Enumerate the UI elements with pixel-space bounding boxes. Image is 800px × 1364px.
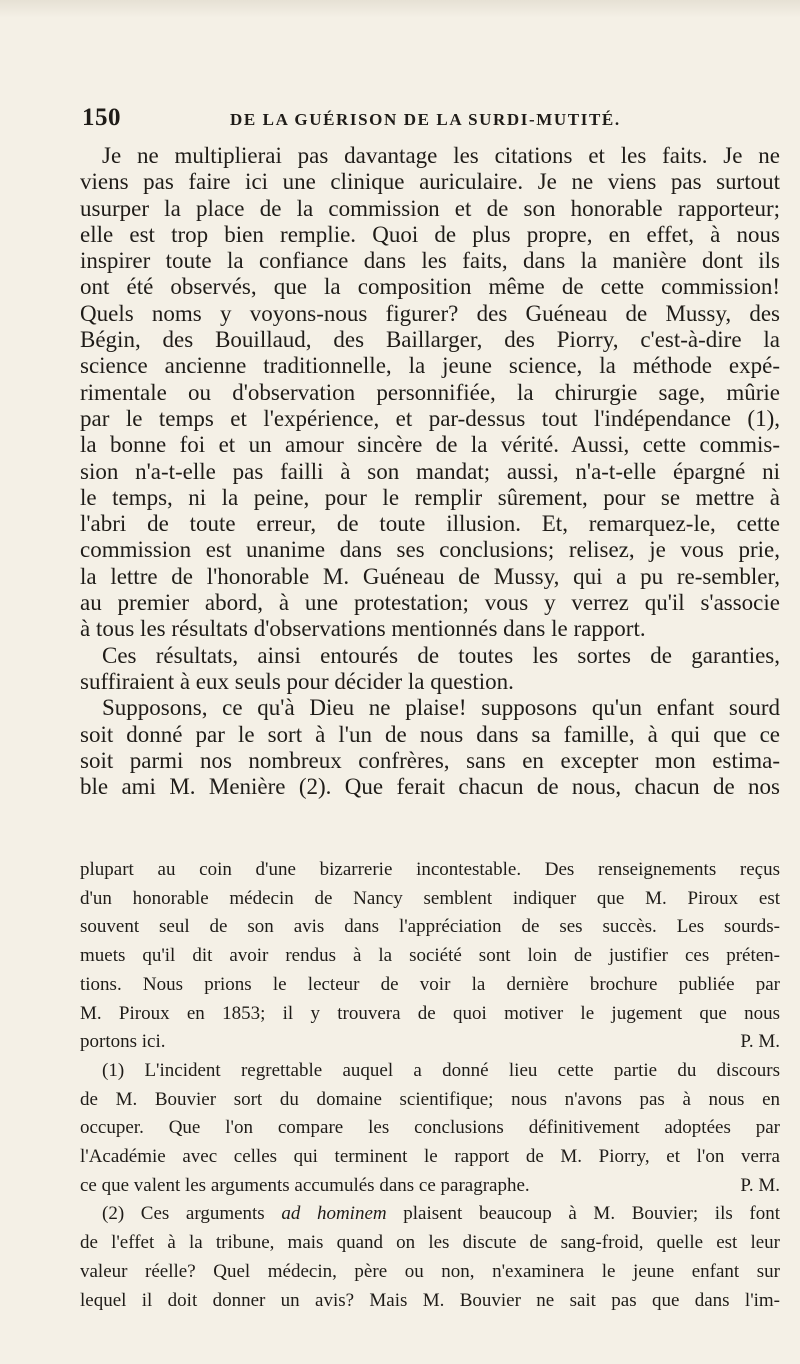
- note-line: M. Piroux en 1853; il y trouvera de quoi motiver le jugement que nous: [80, 1002, 780, 1024]
- note-line: plupart au coin d'une bizarrerie incontestable. Des renseignements reçus: [80, 859, 780, 880]
- note-line: souvent seul de son avis dans l'appréciation de ses succès. Les sourds-: [80, 916, 780, 938]
- page-top-shadow: [0, 0, 800, 18]
- text-line: à tous les résultats d'observations mentionnés dans le rapport.: [80, 616, 646, 642]
- text-line: Quels noms y voyons-nous figurer? des Guéneau de Mussy, des: [80, 300, 780, 326]
- note-line: l'Académie avec celles qui terminent le rapport de M. Piorry, et l'on verra: [80, 1146, 780, 1168]
- signature: P. M.: [740, 1031, 780, 1053]
- footnote-1: [80, 1057, 780, 1201]
- text-line: par le temps et l'expérience, et par-dessus tout l'indépendance (1),: [80, 405, 780, 431]
- text-line: soit parmi nos nombreux confrères, sans en excepter mon estima-: [80, 747, 780, 773]
- text-line: ble ami M. Menière (2). Que ferait chacun de nous, chacun de nos: [80, 774, 780, 800]
- note-text: ce que valent les arguments accumulés dans ce paragraphe.: [80, 1174, 530, 1196]
- text-line: Supposons, ce qu'à Dieu ne plaise! supposons qu'un enfant sourd: [102, 695, 780, 721]
- text-line: Bégin, des Bouillaud, des Baillarger, des Piorry, c'est-à-dire la: [80, 327, 780, 353]
- footnote-continuation: [80, 856, 780, 1057]
- page-number: 150: [82, 104, 121, 131]
- text-line: commission est unanime dans ses conclusions; relisez, je vous prie,: [80, 537, 780, 563]
- text-line: inspirer toute la confiance dans les faits, dans la manière dont ils: [80, 248, 780, 274]
- note-line: de l'effet à la tribune, mais quand on les discute de sang-froid, quelle est leur: [80, 1232, 780, 1254]
- note-line: d'un honorable médecin de Nancy semblent indiquer que M. Piroux est: [80, 887, 780, 909]
- text-line: viens pas faire ici une clinique auriculaire. Je ne viens pas surtout: [80, 169, 780, 195]
- text-line: sion n'a-t-elle pas failli à son mandat; aussi, n'a-t-elle épargné ni: [80, 458, 780, 484]
- signature: P. M.: [740, 1174, 780, 1196]
- text-line: l'abri de toute erreur, de toute illusion. Et, remarquez-le, cette: [80, 511, 780, 537]
- text-line: la bonne foi et un amour sincère de la vérité. Aussi, cette commis-: [80, 432, 780, 458]
- note-text: portons ici.: [80, 1031, 166, 1053]
- note-line: [80, 1172, 780, 1201]
- note-line: lequel il doit donner un avis? Mais M. Bouvier ne sait pas que dans l'im-: [80, 1289, 780, 1311]
- text-line: suffiraient à eux seuls pour décider la question.: [80, 668, 514, 694]
- text-line: au premier abord, à une protestation; vous y verrez qu'il s'associe: [80, 590, 780, 616]
- text-line: Je ne multiplierai pas davantage les citations et les faits. Je ne: [102, 143, 780, 168]
- note-text: plaisent beaucoup à M. Bouvier; ils font: [403, 1203, 780, 1225]
- running-title: DE LA GUÉRISON DE LA SURDI-MUTITÉ.: [230, 110, 621, 129]
- text-line: rimentale ou d'observation personnifiée, la chirurgie sage, mûrie: [80, 379, 780, 405]
- note-line: de M. Bouvier sort du domaine scientifique; nous n'avons pas à nous en: [80, 1088, 780, 1110]
- main-text: [80, 143, 780, 800]
- note-line: [80, 1200, 780, 1229]
- note-italic-text: ad hominem: [281, 1203, 387, 1225]
- text-line: usurper la place de la commission et de son honorable rapporteur;: [80, 195, 780, 221]
- footnotes: [80, 856, 780, 1315]
- note-line: [80, 1028, 780, 1057]
- note-line: occuper. Que l'on compare les conclusions définitivement adoptées par: [80, 1117, 780, 1139]
- text-line: Ces résultats, ainsi entourés de toutes les sortes de garanties,: [102, 642, 780, 668]
- text-line: elle est trop bien remplie. Quoi de plus propre, en effet, à nous: [80, 221, 780, 247]
- text-line: la lettre de l'honorable M. Guéneau de Mussy, qui a pu re-sembler,: [80, 563, 780, 589]
- page-header: [82, 104, 782, 134]
- note-line: muets qu'il dit avoir rendus à la société sont loin de justifier ces préten-: [80, 945, 780, 967]
- footnote-2: [80, 1200, 780, 1315]
- note-line: tions. Nous prions le lecteur de voir la dernière brochure publiée par: [80, 973, 780, 995]
- text-line: science ancienne traditionnelle, la jeune science, la méthode expé-: [80, 353, 780, 379]
- note-line: (1) L'incident regrettable auquel a donné lieu cette partie du discours: [102, 1059, 780, 1081]
- note-text: (2) Ces arguments: [102, 1203, 265, 1225]
- text-line: soit donné par le sort à l'un de nous dans sa famille, à qui que ce: [80, 721, 780, 747]
- note-line: valeur réelle? Quel médecin, père ou non, n'examinera le jeune enfant sur: [80, 1260, 780, 1282]
- text-line: le temps, ni la peine, pour le remplir sûrement, pour se mettre à: [80, 484, 780, 510]
- text-line: ont été observés, que la composition même de cette commission!: [80, 274, 780, 300]
